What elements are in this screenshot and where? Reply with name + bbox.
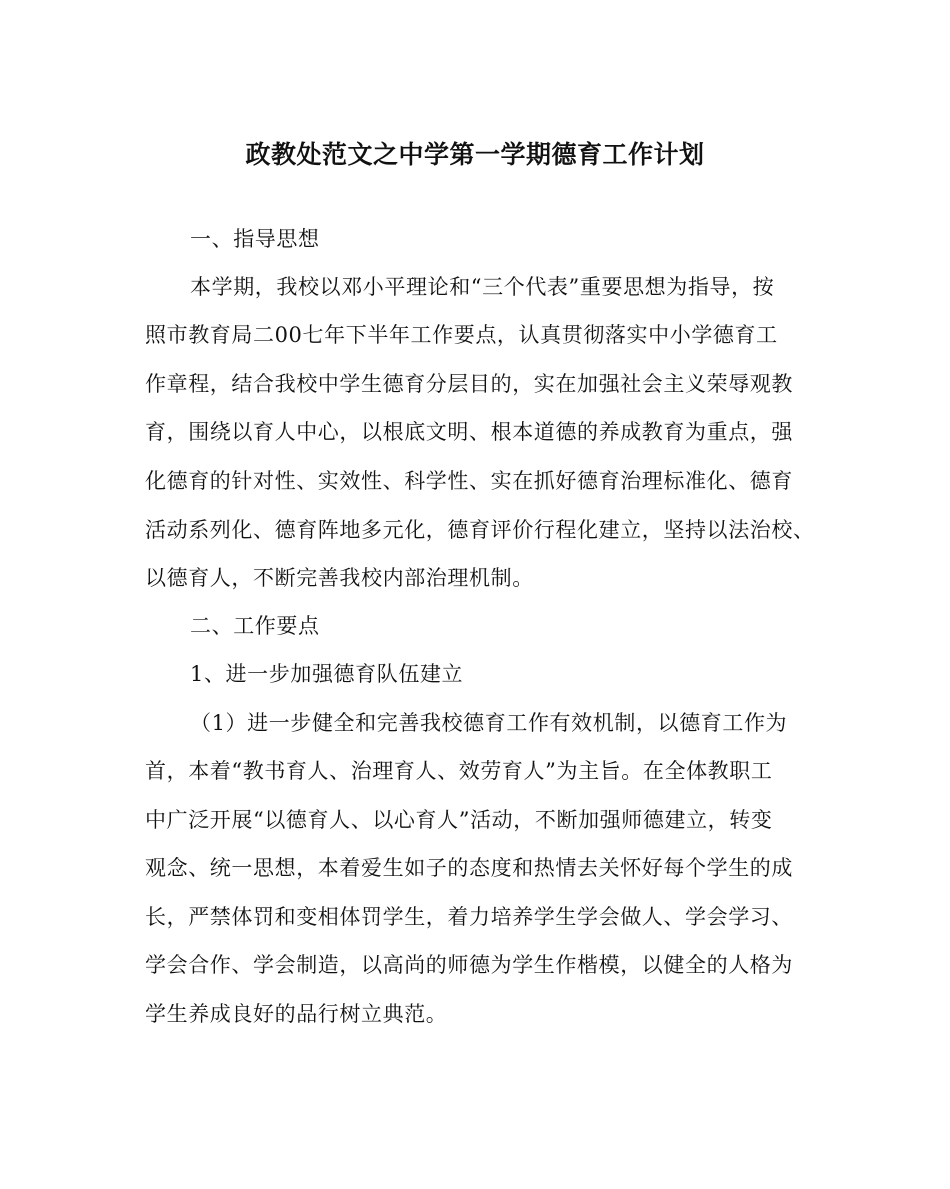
paragraph-line: 本学期，我校以邓小平理论和“三个代表”重要思想为指导，按 bbox=[190, 275, 775, 299]
paragraph-line: 学会合作、学会制造，以高尚的师德为学生作楷模，以健全的人格为 bbox=[145, 953, 793, 977]
paragraph-line: （1）进一步健全和完善我校德育工作有效机制，以德育工作为 bbox=[190, 711, 788, 735]
document-title: 政教处范文之中学第一学期德育工作计划 bbox=[245, 140, 705, 169]
section-heading-work-points: 二、工作要点 bbox=[190, 614, 320, 638]
paragraph-line: 学生养成良好的品行树立典范。 bbox=[145, 1002, 448, 1026]
paragraph-line: 照市教育局二00七年下半年工作要点，认真贯彻落实中小学德育工 bbox=[145, 323, 778, 347]
paragraph-line: 作章程，结合我校中学生德育分层目的，实在加强社会主义荣辱观教 bbox=[145, 372, 793, 396]
section-heading-guiding-thought: 一、指导思想 bbox=[190, 227, 320, 251]
paragraph-line: 育，围绕以育人中心，以根底文明、根本道德的养成教育为重点，强 bbox=[145, 420, 793, 444]
subsection-heading: 1、进一步加强德育队伍建立 bbox=[190, 662, 464, 686]
paragraph-line: 长，严禁体罚和变相体罚学生，着力培养学生学会做人、学会学习、 bbox=[145, 905, 793, 929]
paragraph-line: 活动系列化、德育阵地多元化，德育评价行程化建立，坚持以法治校、 bbox=[145, 518, 815, 542]
paragraph-line: 化德育的针对性、实效性、科学性、实在抓好德育治理标准化、德育 bbox=[145, 469, 793, 493]
paragraph-line: 观念、统一思想，本着爱生如子的态度和热情去关怀好每个学生的成 bbox=[145, 856, 793, 880]
paragraph-line: 以德育人，不断完善我校内部治理机制。 bbox=[145, 566, 534, 590]
paragraph-line: 中广泛开展“以德育人、以心育人”活动，不断加强师德建立，转变 bbox=[145, 808, 773, 832]
paragraph-line: 首，本着“教书育人、治理育人、效劳育人”为主旨。在全体教职工 bbox=[145, 759, 773, 783]
